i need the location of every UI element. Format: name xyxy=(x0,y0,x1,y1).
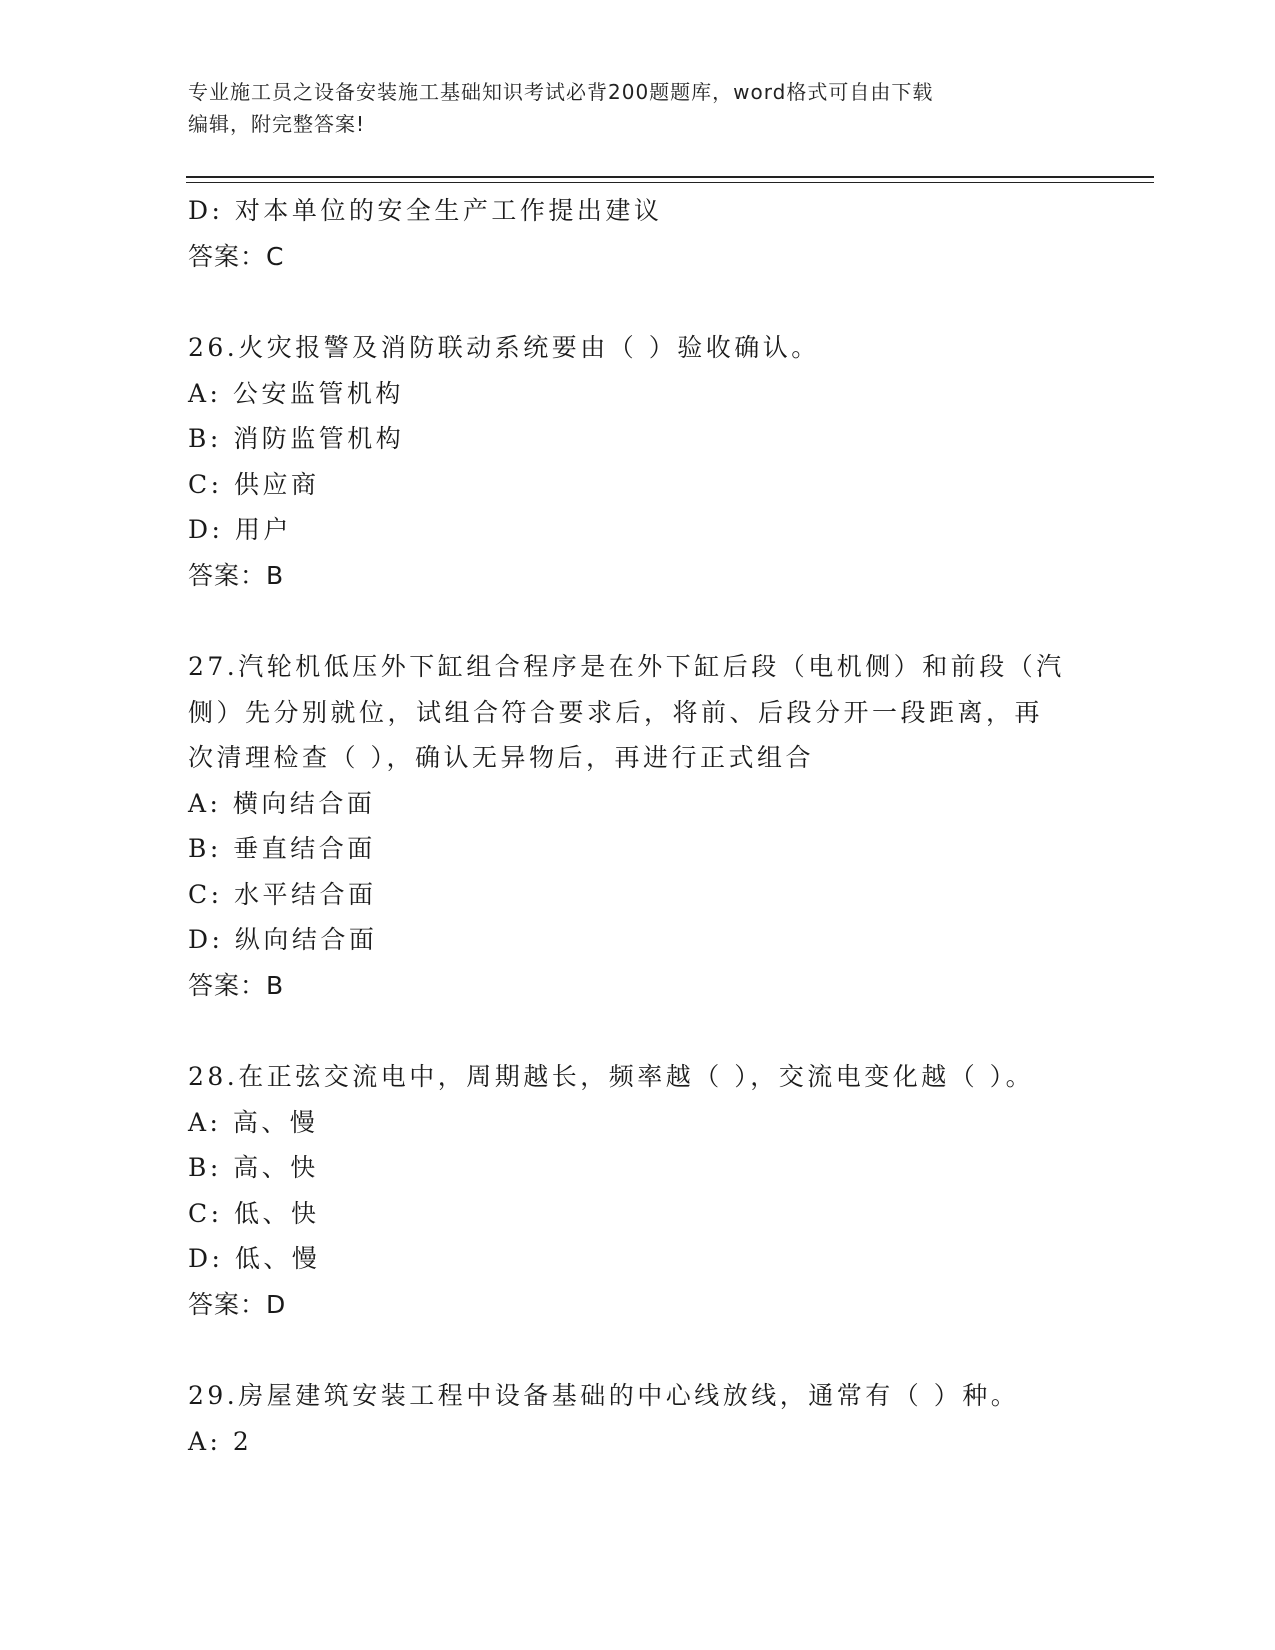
answer-line: 答案：C xyxy=(188,241,285,271)
question-text: 29.房屋建筑安装工程中设备基础的中心线放线，通常有（ ）种。 xyxy=(188,1381,1020,1410)
question-block-27 xyxy=(188,644,1088,1008)
question-text: 28.在正弦交流电中，周期越长，频率越（ ），交流电变化越（ ）。 xyxy=(188,1062,1035,1091)
question-block-28 xyxy=(188,1054,1088,1327)
option-c: C: 低、快 xyxy=(188,1198,320,1228)
answer-line: 答案：B xyxy=(188,560,285,590)
option-b: B: 垂直结合面 xyxy=(188,834,376,863)
header-line-2: 编辑，附完整答案! xyxy=(188,112,366,136)
answer-line: 答案：D xyxy=(188,1289,287,1319)
option-a: A: 横向结合面 xyxy=(188,788,376,818)
option-d: D: 对本单位的安全生产工作提出建议 xyxy=(188,196,663,225)
question-list xyxy=(188,188,1088,1464)
option-d: D: 纵向结合面 xyxy=(188,925,378,954)
option-c: C: 水平结合面 xyxy=(188,879,377,909)
question-block-26 xyxy=(188,325,1088,598)
question-block-25 xyxy=(188,188,1088,279)
header-rule-thin xyxy=(186,182,1154,183)
question-text: 26.火灾报警及消防联动系统要由（ ）验收确认。 xyxy=(188,333,820,362)
option-d: D: 低、慢 xyxy=(188,1244,321,1273)
header-rule-thick xyxy=(186,176,1154,178)
option-a: A: 高、慢 xyxy=(188,1107,319,1137)
option-a: A: 公安监管机构 xyxy=(188,378,404,408)
question-block-29 xyxy=(188,1373,1088,1464)
option-b: B: 高、快 xyxy=(188,1153,319,1182)
header-line-1: 专业施工员之设备安装施工基础知识考试必背200题题库，word格式可自由下载 xyxy=(188,80,934,104)
question-text-line-1: 27.汽轮机低压外下缸组合程序是在外下缸后段（电机侧）和前段（汽 xyxy=(188,652,1065,681)
option-c: C: 供应商 xyxy=(188,469,320,499)
option-a: A: 2 xyxy=(188,1426,253,1456)
document-header xyxy=(188,76,1068,140)
question-text-line-2: 侧）先分别就位，试组合符合要求后，将前、后段分开一段距离，再 xyxy=(188,697,1044,727)
option-d: D: 用户 xyxy=(188,515,292,544)
question-text-line-3: 次清理检查（ ），确认无异物后，再进行正式组合 xyxy=(188,743,814,772)
answer-line: 答案：B xyxy=(188,970,285,1000)
option-b: B: 消防监管机构 xyxy=(188,424,405,453)
